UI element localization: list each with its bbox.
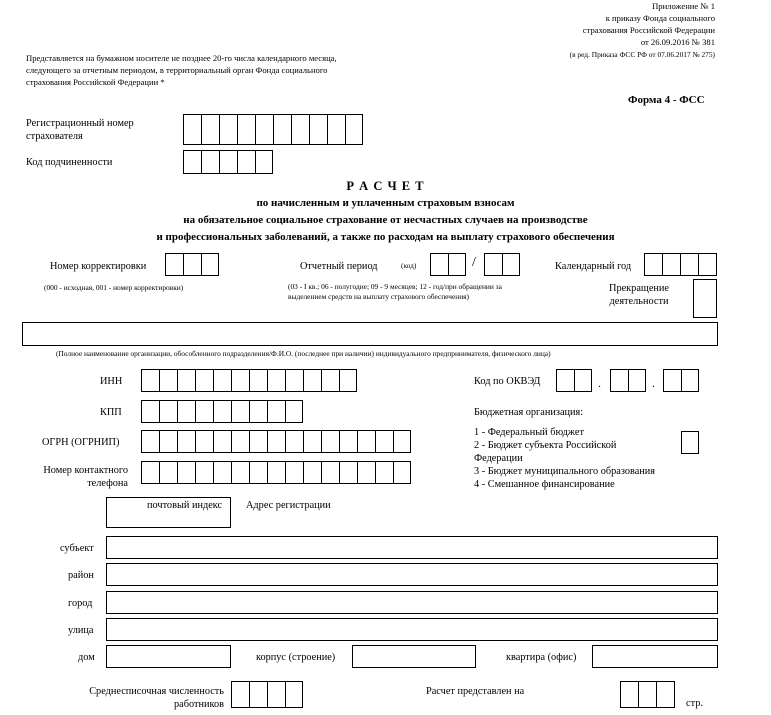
budget-box[interactable] xyxy=(681,431,699,454)
year-cells[interactable] xyxy=(644,253,717,276)
appendix-block xyxy=(415,0,715,60)
okved-dot-1: . xyxy=(598,376,601,390)
org-name-field[interactable] xyxy=(22,322,718,346)
kpp-cells[interactable] xyxy=(141,400,303,423)
pages-suffix: стр. xyxy=(686,698,703,709)
form-title: Р А С Ч Е Т xyxy=(346,179,425,193)
headcount-label-line-2: работников xyxy=(174,699,224,710)
headcount-cells[interactable] xyxy=(231,681,303,708)
budget-item-3: 3 - Бюджет муниципального образования xyxy=(474,466,656,477)
appendix-line-2: к приказу Фонда социального xyxy=(605,13,715,23)
form-code: Форма 4 - ФСС xyxy=(628,94,705,106)
okved-cells-3[interactable] xyxy=(663,369,699,392)
postal-index-label: почтовый индекс xyxy=(147,500,223,511)
correction-cells[interactable] xyxy=(165,253,219,276)
city-label: город xyxy=(68,598,93,609)
correction-hint: (000 - исходная, 001 - номер корректировки) xyxy=(44,283,184,292)
period-hint-line-1: (03 - I кв.; 06 - полугодие; 09 - 9 месяцев; 12 - год/при обращении за xyxy=(288,282,502,291)
year-label: Календарный год xyxy=(555,261,632,272)
period-hint-line-2: выделением средств на выплату страхового обеспечения) xyxy=(288,292,470,301)
appendix-line-4: от 26.09.2016 № 381 xyxy=(640,37,715,47)
budget-item-4: 4 - Смешанное финансирование xyxy=(474,479,615,490)
phone-label-line-1: Номер контактного xyxy=(43,465,128,476)
phone-label xyxy=(10,464,128,490)
subject-field[interactable] xyxy=(106,536,718,559)
headcount-label xyxy=(40,685,224,711)
kpp-label: КПП xyxy=(100,407,122,418)
termination-line-2: деятельности xyxy=(609,296,669,307)
period-slash: / xyxy=(472,255,476,270)
reg-number-label xyxy=(26,117,134,143)
period-hint xyxy=(288,282,502,302)
subject-label: субъект xyxy=(60,543,94,554)
termination-label xyxy=(598,282,680,308)
inn-cells[interactable] xyxy=(141,369,357,392)
submission-note-line-2: следующего за отчетным периодом, в территориальный орган Фонда социального xyxy=(26,65,328,75)
address-label: Адрес регистрации xyxy=(246,500,331,511)
phone-cells[interactable] xyxy=(141,461,411,484)
budget-item-2b: Федерации xyxy=(474,453,523,464)
postal-index-box[interactable] xyxy=(106,497,231,528)
title-line-1: по начисленным и уплаченным страховым взносам xyxy=(256,197,515,209)
inn-label: ИНН xyxy=(100,376,123,387)
org-name-hint: (Полное наименование организации, обособленного подразделения/Ф.И.О. (последнее при наличии) индивидуального предпринимателя, физического лица) xyxy=(56,349,551,358)
subordination-cells[interactable] xyxy=(183,150,273,174)
district-field[interactable] xyxy=(106,563,718,586)
period-extra-cells[interactable] xyxy=(484,253,520,276)
submission-note xyxy=(26,52,446,88)
termination-line-1: Прекращение xyxy=(609,283,669,294)
termination-box[interactable] xyxy=(693,279,717,318)
period-code-cells[interactable] xyxy=(430,253,466,276)
appendix-line-3: страхования Российской Федерации xyxy=(582,25,715,35)
budget-item-1: 1 - Федеральный бюджет xyxy=(474,427,584,438)
apartment-field[interactable] xyxy=(592,645,718,668)
budget-title: Бюджетная организация: xyxy=(474,407,584,418)
subordination-label: Код подчиненности xyxy=(26,157,113,168)
building-label: корпус (строение) xyxy=(256,652,336,663)
reg-number-label-line-2: страхователя xyxy=(26,131,83,142)
budget-item-2a: 2 - Бюджет субъекта Российской xyxy=(474,440,617,451)
reg-number-cells[interactable] xyxy=(183,114,363,145)
submission-note-line-3: страхования Российской Федерации * xyxy=(26,77,165,87)
appendix-amendment: (в ред. Приказа ФСС РФ от 07.06.2017 № 275) xyxy=(569,50,715,59)
correction-label: Номер корректировки xyxy=(50,261,147,272)
district-label: район xyxy=(68,570,94,581)
budget-options xyxy=(474,426,655,491)
okved-cells-1[interactable] xyxy=(556,369,592,392)
pages-label: Расчет представлен на xyxy=(426,686,525,697)
appendix-line-1: Приложение № 1 xyxy=(652,1,715,11)
house-label: дом xyxy=(78,652,95,663)
ogrn-cells[interactable] xyxy=(141,430,411,453)
apartment-label: квартира (офис) xyxy=(506,652,577,663)
ogrn-label: ОГРН (ОГРНИП) xyxy=(42,437,120,448)
title-line-3: и профессиональных заболеваний, а также по расходам на выплату страхового обеспечения xyxy=(156,231,615,243)
headcount-label-line-1: Среднесписочная численность xyxy=(89,686,224,697)
period-label: Отчетный период xyxy=(300,261,378,272)
city-field[interactable] xyxy=(106,591,718,614)
street-label: улица xyxy=(68,625,94,636)
building-field[interactable] xyxy=(352,645,476,668)
okved-label: Код по ОКВЭД xyxy=(474,376,541,387)
title-line-2: на обязательное социальное страхование от несчастных случаев на производстве xyxy=(183,214,588,226)
okved-cells-2[interactable] xyxy=(610,369,646,392)
house-field[interactable] xyxy=(106,645,231,668)
pages-cells[interactable] xyxy=(620,681,675,708)
submission-note-line-1: Представляется на бумажном носителе не позднее 20-го числа календарного месяца, xyxy=(26,53,337,63)
okved-dot-2: . xyxy=(652,376,655,390)
period-code-label: (код) xyxy=(401,261,417,270)
reg-number-label-line-1: Регистрационный номер xyxy=(26,118,134,129)
street-field[interactable] xyxy=(106,618,718,641)
phone-label-line-2: телефона xyxy=(87,478,128,489)
